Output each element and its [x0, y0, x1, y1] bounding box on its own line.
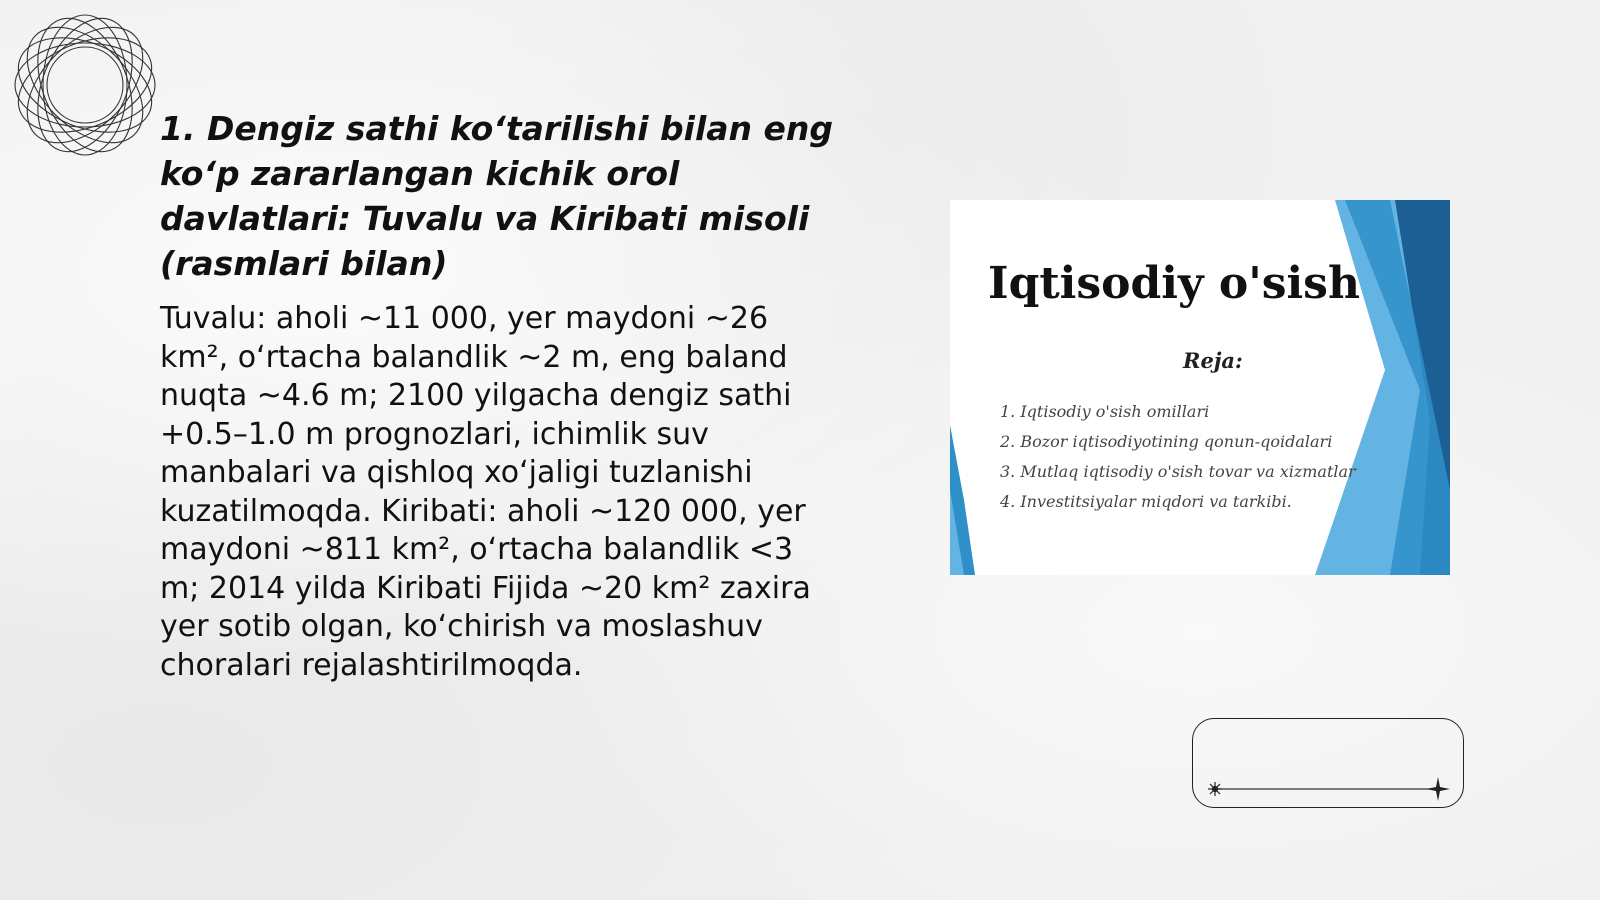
decorative-line-box: [1192, 718, 1464, 808]
rosette-ellipse: [15, 43, 155, 127]
slide-body-text: Tuvalu: aholi ~11 000, yer maydoni ~26 km², o‘rtacha balandlik ~2 m, eng baland nuqta ~4.6 m; 2100 yilgacha dengiz sathi +0.5–1.0 m prognozlari, ichimlik suv manbalari va qishloq xo‘jaligi tuzlanishi kuzatilmoqda. Kiribati: aholi ~120 000, yer maydoni ~811 km², o‘rtacha balandlik <3 m; 2014 yilda Kiribati Fijida ~20 km² zaxira yer sotib olgan, ko‘chirish va moslashuv choralari rejalashtirilmoqda.: [160, 301, 811, 683]
circle-rosette-icon: [10, 10, 160, 160]
blue-arrow-decoration: [950, 200, 1450, 575]
rosette-ellipse: [43, 15, 127, 155]
list-item: 4. Investitsiyalar miqdori va tarkibi.: [1000, 492, 1292, 511]
list-item: 3. Mutlaq iqtisodiy o'sish tovar va xizmatlar: [1000, 462, 1356, 481]
starburst-icon: [1208, 782, 1222, 796]
slide-title: 1. Dengiz sathi ko‘tarilishi bilan eng ko‘p zararlangan kichik orol davlatlari: Tuvalu va Kiribati misoli (rasmlari bilan): [160, 109, 834, 283]
sparkle-icon: [1426, 777, 1450, 801]
embedded-slide-image: [950, 200, 1450, 575]
list-item: 1. Iqtisodiy o'sish omillari: [1000, 402, 1210, 421]
embedded-image-title: Iqtisodiy o'sish: [988, 258, 1360, 309]
rosette-inner-circle: [47, 47, 123, 123]
list-item: 2. Bozor iqtisodiyotining qonun-qoidalari: [1000, 432, 1333, 451]
embedded-image-list: [1000, 397, 1356, 517]
rosette-ellipse: [10, 10, 160, 160]
embedded-image-subtitle: Reja:: [1183, 348, 1243, 373]
rosette-ellipse: [10, 10, 160, 160]
